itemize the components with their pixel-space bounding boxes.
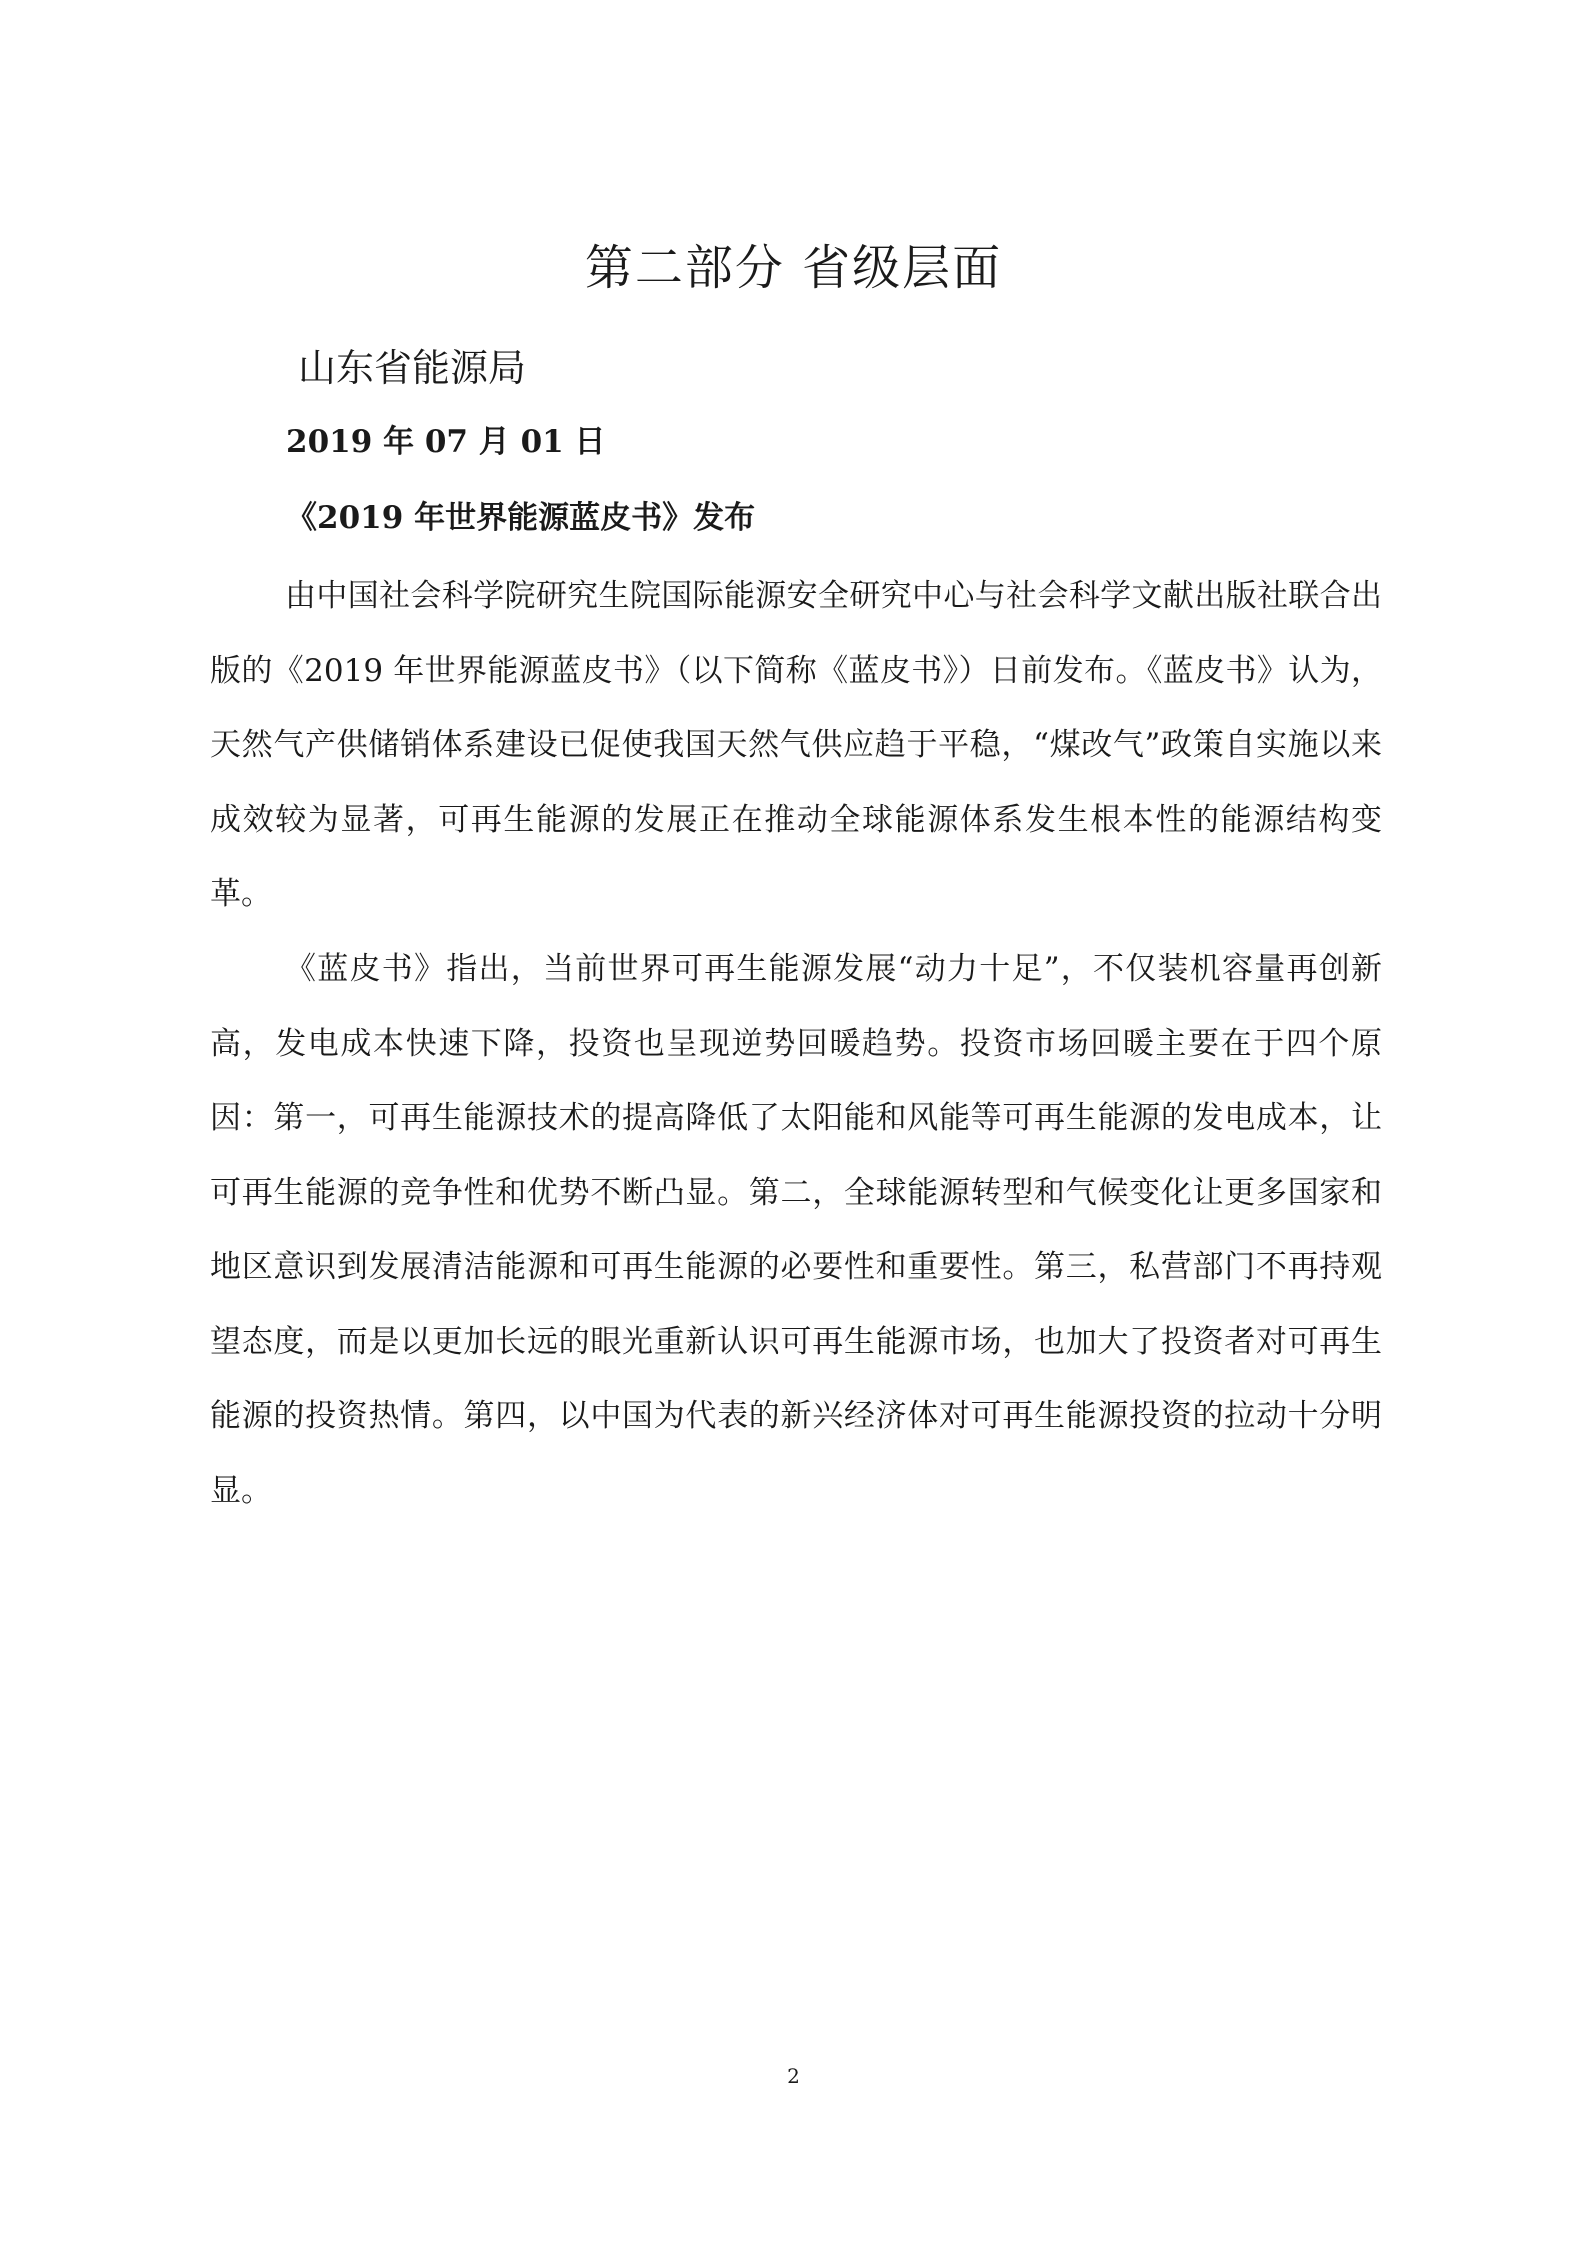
body-paragraph-1: 由中国社会科学院研究生院国际能源安全研究中心与社会科学文献出版社联合出版的《2019 年世界能源蓝皮书》（以下简称《蓝皮书》）日前发布。《蓝皮书》认为，天然气产供储销体系建设已促使我国天然气供应趋于平稳，“煤改气”政策自实施以来成效较为显著，可再生能源的发展正在推动全球能源体系发生根本性的能源结构变革。 [210, 578, 1382, 912]
article-title: 《2019 年世界能源蓝皮书》发布 [286, 500, 756, 536]
page-number: 2 [787, 2064, 800, 2088]
body-paragraph-2: 《蓝皮书》指出，当前世界可再生能源发展“动力十足”，不仅装机容量再创新高，发电成本快速下降，投资也呈现逆势回暖趋势。投资市场回暖主要在于四个原因：第一，可再生能源技术的提高降低了太阳能和风能等可再生能源的发电成本，让可再生能源的竞争性和优势不断凸显。第二，全球能源转型和气候变化让更多国家和地区意识到发展清洁能源和可再生能源的必要性和重要性。第三，私营部门不再持观望态度，而是以更加长远的眼光重新认识可再生能源市场，也加大了投资者对可再生能源的投资热情。第四，以中国为代表的新兴经济体对可再生能源投资的拉动十分明显。 [210, 951, 1382, 1509]
page-title: 第二部分 省级层面 [584, 240, 1003, 296]
article-source: 山东省能源局 [298, 346, 527, 390]
article-date: 2019 年 07 月 01 日 [286, 424, 606, 460]
